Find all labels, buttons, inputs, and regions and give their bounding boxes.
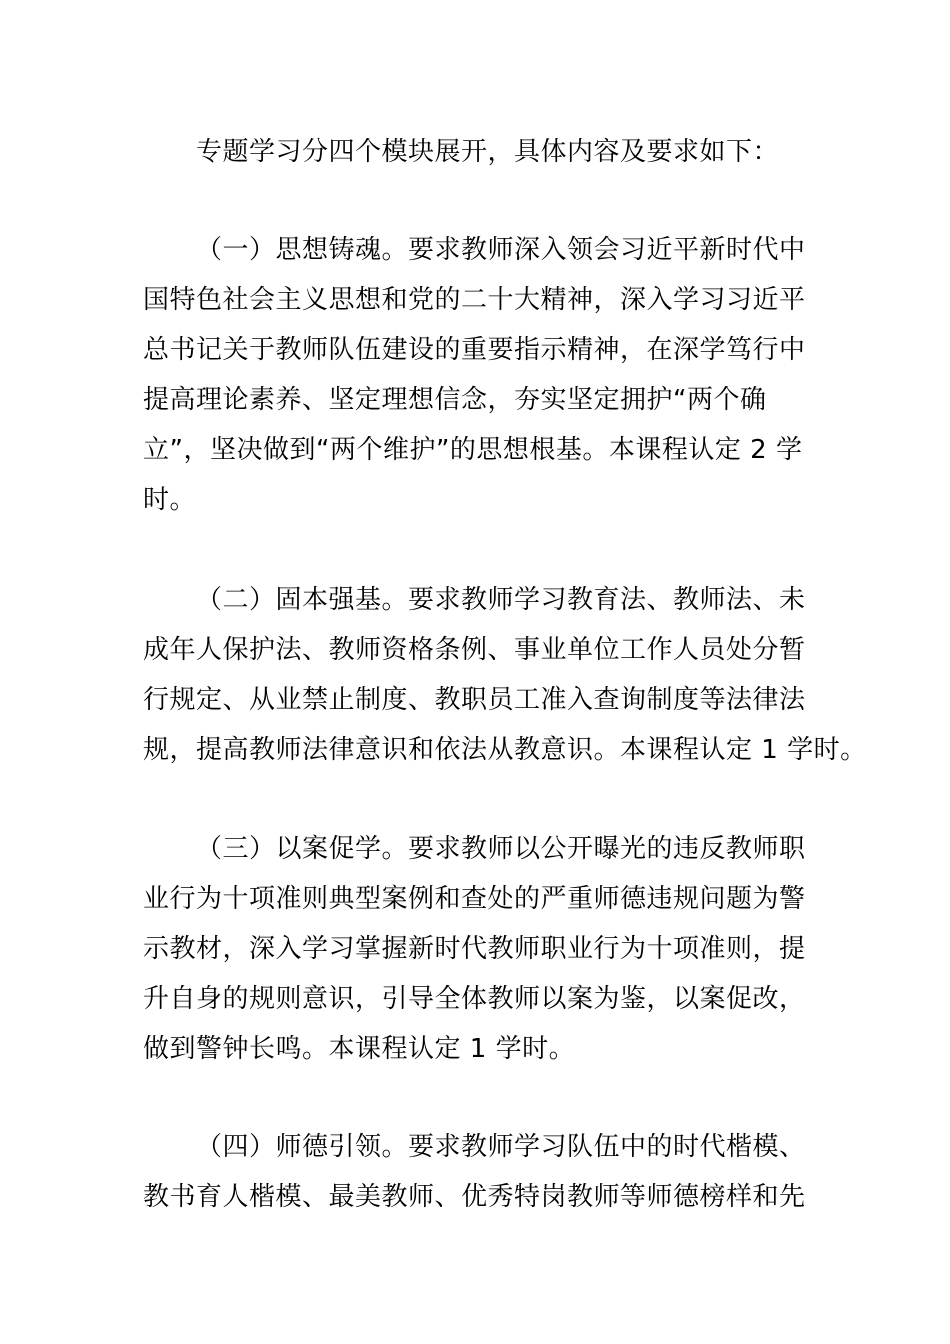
section-1-line-5: 立”，坚决做到“两个维护”的思想根基。本课程认定 2 学: [143, 435, 803, 465]
section-3-line-5: 做到警钟长鸣。本课程认定 1 学时。: [143, 1034, 576, 1064]
section-2-line-4: 规，提高教师法律意识和依法从教意识。本课程认定 1 学时。: [143, 735, 867, 765]
section-1-line-2: 国特色社会主义思想和党的二十大精神，深入学习习近平: [143, 285, 806, 315]
section-3-line-3: 示教材，深入学习掌握新时代教师职业行为十项准则，提: [143, 934, 806, 964]
section-4-line-1: （四）师德引领。要求教师学习队伍中的时代楷模、: [196, 1132, 806, 1162]
section-2-line-2: 成年人保护法、教师资格条例、事业单位工作人员处分暂: [143, 635, 806, 665]
section-3-line-2: 业行为十项准则典型案例和查处的严重师德违规问题为警: [143, 884, 806, 914]
section-1-line-3: 总书记关于教师队伍建设的重要指示精神，在深学笃行中: [143, 335, 806, 365]
section-4-line-2: 教书育人楷模、最美教师、优秀特岗教师等师德榜样和先: [143, 1182, 806, 1212]
section-1-line-6: 时。: [143, 485, 197, 515]
section-3-line-1: （三）以案促学。要求教师以公开曝光的违反教师职: [196, 834, 806, 864]
intro-line: 专题学习分四个模块展开，具体内容及要求如下：: [196, 137, 780, 167]
section-2-line-3: 行规定、从业禁止制度、教职员工准入查询制度等法律法: [143, 685, 806, 715]
section-3-line-4: 升自身的规则意识，引导全体教师以案为鉴，以案促改，: [143, 984, 806, 1014]
section-1-line-1: （一）思想铸魂。要求教师深入领会习近平新时代中: [196, 235, 806, 265]
section-1-line-4: 提高理论素养、坚定理想信念，夯实坚定拥护“两个确: [143, 385, 767, 415]
section-2-line-1: （二）固本强基。要求教师学习教育法、教师法、未: [196, 585, 806, 615]
